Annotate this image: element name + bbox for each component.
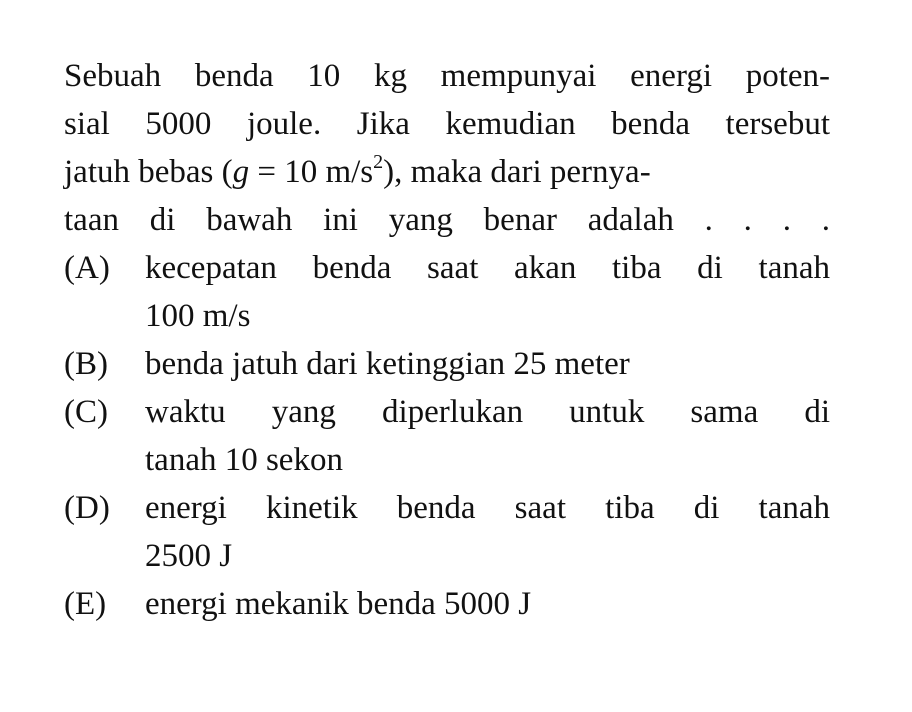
option-label: (D) — [64, 490, 110, 526]
option-text-continued: 100 m/s — [145, 298, 251, 334]
option-text-continued: 2500 J — [145, 538, 233, 574]
option-text-continued: tanah 10 sekon — [145, 442, 343, 478]
option-label: (E) — [64, 586, 107, 622]
gravity-value: = 10 m/s — [249, 154, 374, 190]
gravity-symbol: g — [232, 154, 250, 190]
stem-line-4: taan di bawah ini yang benar adalah . . . . — [64, 202, 830, 238]
stem-line-3-end: ), maka dari pernya- — [383, 154, 651, 190]
option-a[interactable] — [64, 244, 830, 340]
option-text: energi mekanik benda 5000 J — [145, 586, 532, 622]
option-label: (B) — [64, 346, 108, 382]
option-text: benda jatuh dari ketinggian 25 meter — [145, 346, 630, 382]
stem-line-3-start: jatuh bebas ( — [64, 154, 233, 190]
option-d[interactable] — [64, 484, 830, 580]
question-stem — [64, 52, 830, 244]
option-b[interactable] — [64, 340, 830, 388]
stem-line-2: sial 5000 joule. Jika kemudian benda tersebut — [64, 106, 830, 142]
option-text: waktu yang diperlukan untuk sama di — [145, 394, 830, 430]
option-text: energi kinetik benda saat tiba di tanah — [145, 490, 830, 526]
option-label: (C) — [64, 394, 108, 430]
gravity-exponent: 2 — [373, 151, 384, 173]
stem-line-1: Sebuah benda 10 kg mempunyai energi poten- — [64, 58, 830, 94]
option-text: kecepatan benda saat akan tiba di tanah — [145, 250, 830, 286]
option-c[interactable] — [64, 388, 830, 484]
answer-options — [64, 244, 830, 628]
option-e[interactable] — [64, 580, 830, 628]
option-label: (A) — [64, 250, 110, 286]
stem-line-3 — [64, 148, 830, 196]
